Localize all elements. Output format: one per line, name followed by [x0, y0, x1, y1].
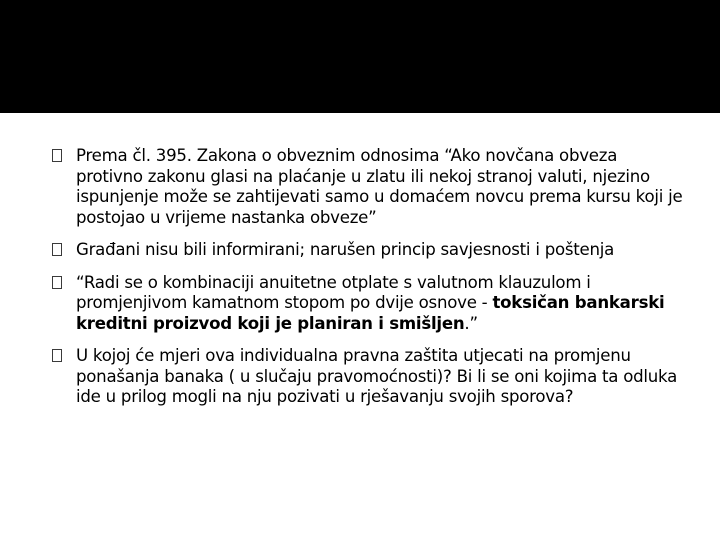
bullet-item-article-395: [48, 146, 688, 228]
square-bullet-icon: [52, 276, 62, 289]
bullet-text: Građani nisu bili informirani; narušen princip savjesnosti i poštenja: [76, 240, 615, 259]
bullet-item-toxic-product: [48, 273, 688, 335]
bullet-text: Prema čl. 395. Zakona o obveznim odnosima “Ako novčana obveza protivno zakonu glasi na plaćanje u zlatu ili nekoj stranoj valuti, njezino ispunjenje može se zahtijevati samo u domaćem novcu prema kursu koji je postojao u vrijeme nastanka obveze”: [76, 146, 683, 227]
bullet-item-citizens-uninformed: [48, 240, 688, 261]
title-band: [0, 0, 720, 113]
bullet-text-end: .”: [464, 313, 478, 333]
bullet-list: [48, 146, 688, 408]
bullet-text: U kojoj će mjeri ova individualna pravna zaštita utjecati na promjenu ponašanja banaka ( u slučaju pravomoćnosti)? Bi li se oni kojima ta odluka ide u prilog mogli na nju pozivati u rješavanju svojih sporova?: [76, 346, 678, 406]
bullet-bold-text: toksičan bankarski kreditni proizvod koji je planiran i smišljen: [76, 293, 665, 333]
square-bullet-icon: [52, 243, 62, 256]
square-bullet-icon: [52, 149, 62, 162]
bullet-item-legal-protection-question: [48, 346, 688, 408]
square-bullet-icon: [52, 349, 62, 362]
bullet-text: “Radi se o kombinaciji anuitetne otplate s valutnom klauzulom i promjenjivom kamatnom stopom po dvije osnove -: [76, 272, 591, 312]
